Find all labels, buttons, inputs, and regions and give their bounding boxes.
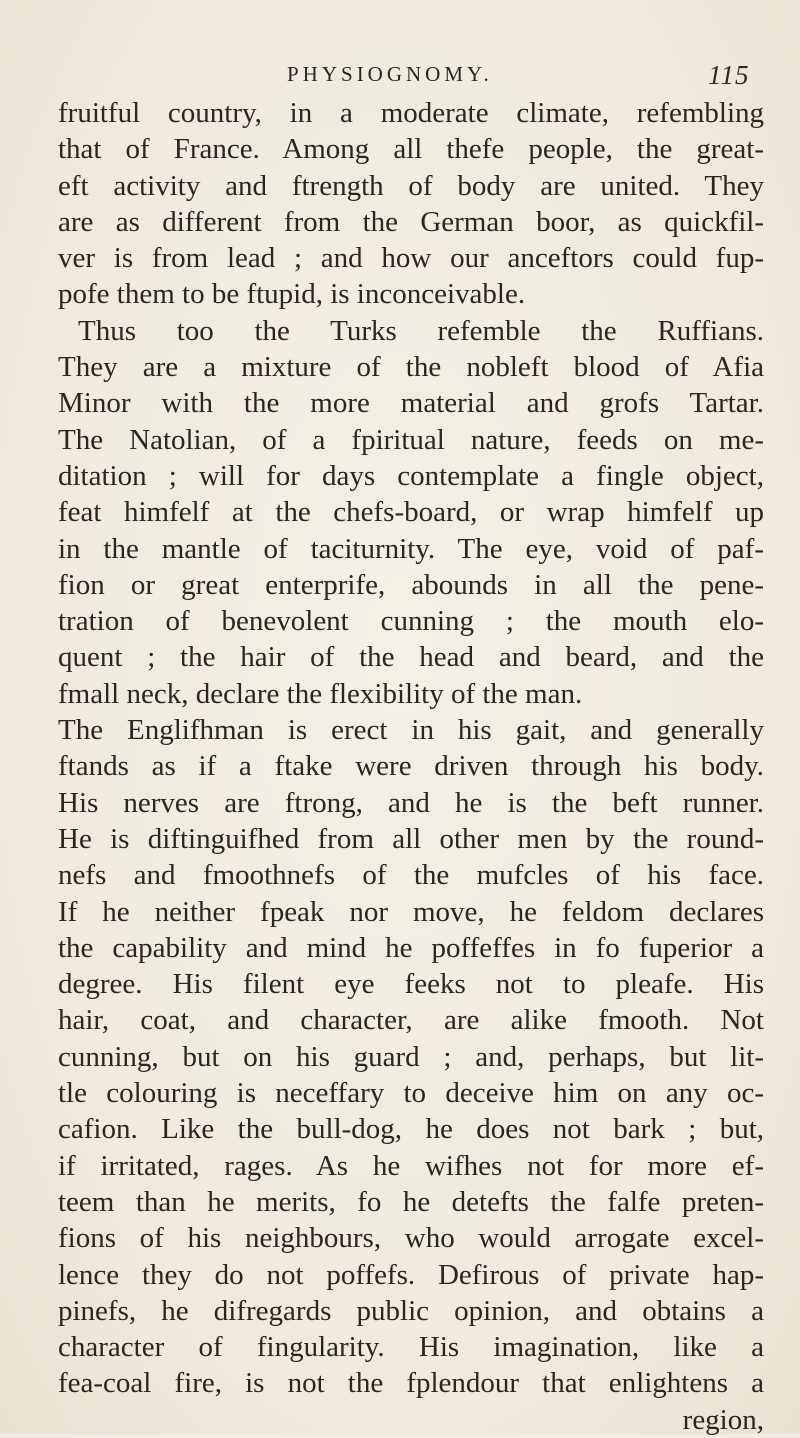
body-text <box>58 95 764 1438</box>
text-line: in the mantle of taciturnity. The eye, void of paf- <box>58 532 764 565</box>
text-line: tle colouring is neceffary to deceive him on any oc- <box>58 1077 764 1110</box>
text-line: degree. His filent eye feeks not to pleafe. His <box>58 968 764 1001</box>
text-line: The Natolian, of a fpiritual nature, feeds on me- <box>58 423 764 456</box>
text-line: The Englifhman is erect in his gait, and generally <box>58 714 764 747</box>
text-line: They are a mixture of the nobleft blood of Afia <box>58 351 764 384</box>
text-line: teem than he merits, fo he detefts the falfe preten- <box>58 1185 764 1218</box>
text-line: He is diftinguifhed from all other men by the round- <box>58 822 764 855</box>
text-line: fion or great enterprife, abounds in all the pene- <box>58 568 764 601</box>
text-line: hair, coat, and character, are alike fmooth. Not <box>58 1004 764 1037</box>
text-line: fruitful country, in a moderate climate, refembling <box>58 97 764 129</box>
text-line: Minor with the more material and grofs Tartar. <box>58 387 764 420</box>
text-line: fea-coal fire, is not the fplendour that enlightens a <box>58 1367 764 1400</box>
text-line: eft activity and ftrength of body are united. They <box>58 169 764 202</box>
text-line: feat himfelf at the chefs-board, or wrap himfelf up <box>58 496 764 529</box>
text-line: tration of benevolent cunning ; the mouth elo- <box>58 605 764 638</box>
text-line: the capability and mind he poffeffes in fo fuperior a <box>58 931 764 964</box>
text-line: cafion. Like the bull-dog, he does not bark ; but, <box>58 1113 764 1146</box>
running-head: PHYSIOGNOMY. <box>287 62 493 86</box>
page-number: 115 <box>708 60 750 90</box>
text-line: ftands as if a ftake were driven through his body. <box>58 750 764 783</box>
catchword: region, <box>682 1403 764 1436</box>
text-line: ver is from lead ; and how our anceftors could fup- <box>58 242 764 275</box>
text-line: If he neither fpeak nor move, he feldom declares <box>58 895 764 928</box>
text-line: fions of his neighbours, who would arrogate excel- <box>58 1222 764 1255</box>
text-line: fmall neck, declare the flexibility of the man. <box>58 677 583 710</box>
text-line: Thus too the Turks refemble the Ruffians. <box>78 314 764 347</box>
text-line: that of France. Among all thefe people, the great- <box>58 133 764 166</box>
text-line: nefs and fmoothnefs of the mufcles of his face. <box>58 859 764 892</box>
text-line: pofe them to be ftupid, is inconceivable. <box>58 278 526 311</box>
text-line: are as different from the German boor, as quickfil- <box>58 205 764 238</box>
text-line: if irritated, rages. As he wifhes not for more ef- <box>58 1149 764 1182</box>
text-line: quent ; the hair of the head and beard, and the <box>58 641 764 674</box>
text-line: His nerves are ftrong, and he is the beft runner. <box>58 786 764 819</box>
text-line: ditation ; will for days contemplate a fingle object, <box>58 459 764 492</box>
text-line: character of fingularity. His imagination, like a <box>58 1331 764 1364</box>
text-line: lence they do not poffefs. Defirous of private hap- <box>58 1258 764 1291</box>
text-line: pinefs, he difregards public opinion, and obtains a <box>58 1294 764 1327</box>
text-line: cunning, but on his guard ; and, perhaps, but lit- <box>58 1040 764 1073</box>
